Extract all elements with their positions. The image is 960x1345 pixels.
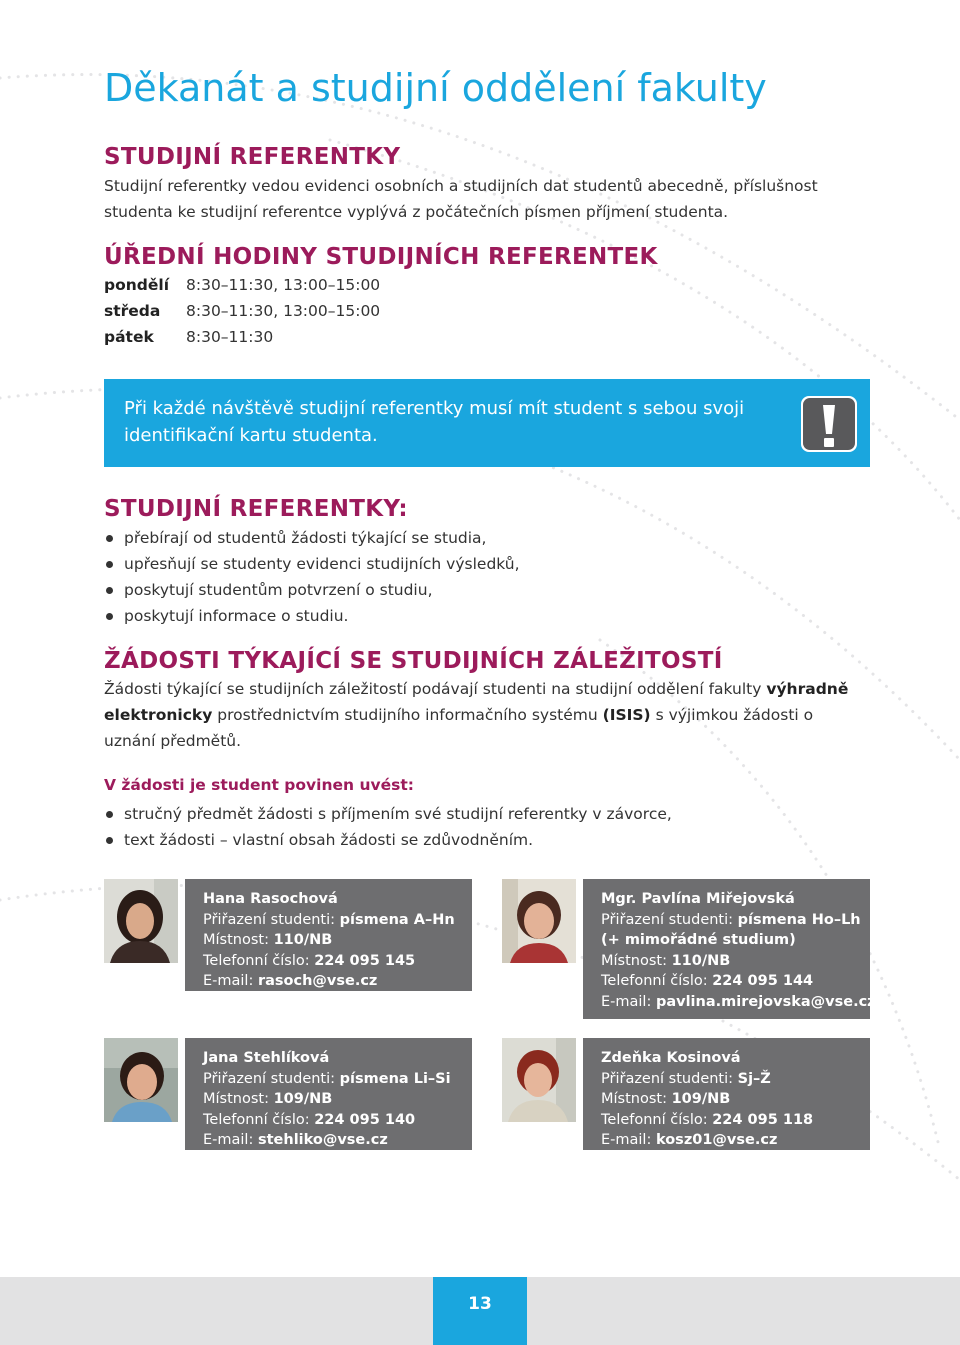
page-number: 13 — [433, 1277, 527, 1345]
section-heading-requests: ŽÁDOSTI TÝKAJÍCÍ SE STUDIJNÍCH ZÁLEŽITOSTÍ — [104, 648, 723, 674]
office-hours-row — [104, 298, 380, 324]
requests-subheading: V žádosti je student povinen uvést: — [104, 776, 414, 794]
office-hours-day: pondělí — [104, 276, 170, 294]
avatar-photo — [104, 879, 178, 963]
contact-name: Mgr. Pavlína Miřejovská — [601, 891, 795, 907]
section-heading-referentky: STUDIJNÍ REFERENTKY — [104, 144, 401, 170]
contact-phone: Telefonní číslo: 224 095 145 — [203, 952, 416, 969]
contact-room: Místnost: 109/NB — [601, 1091, 731, 1107]
contact-email[interactable]: E-mail: rasoch@vse.cz — [203, 973, 378, 989]
office-hours-day: pátek — [104, 328, 154, 346]
section-heading-duties: STUDIJNÍ REFERENTKY: — [104, 496, 408, 522]
office-hours-row — [104, 272, 380, 298]
bullet-icon — [106, 837, 113, 844]
contact-email[interactable]: E-mail: stehliko@vse.cz — [203, 1132, 388, 1148]
list-item: poskytují studentům potvrzení o studiu, — [104, 577, 520, 603]
exclamation-icon — [799, 394, 859, 454]
bullet-icon — [106, 535, 113, 542]
list-item: stručný předmět žádosti s příjmením své studijní referentky v závorce, — [104, 801, 672, 827]
list-item: text žádosti – vlastní obsah žádosti se zdůvodněním. — [104, 827, 672, 853]
office-hours-time: 8:30–11:30, 13:00–15:00 — [186, 276, 381, 294]
list-item: poskytují informace o studiu. — [104, 603, 520, 629]
duties-list — [104, 525, 520, 629]
contact-phone: Telefonní číslo: 224 095 140 — [203, 1111, 416, 1128]
contact-name: Jana Stehlíková — [203, 1050, 330, 1066]
contact-card — [583, 879, 876, 1019]
contact-assigned: Přiřazení studenti: písmena Li–Si — [203, 1070, 451, 1087]
bullet-icon — [106, 811, 113, 818]
contact-phone: Telefonní číslo: 224 095 144 — [601, 973, 814, 989]
avatar-photo — [104, 1038, 178, 1122]
contact-card — [583, 1038, 870, 1150]
contact-name: Zdeňka Kosinová — [601, 1050, 741, 1066]
contact-card — [185, 879, 472, 991]
list-item: přebírají od studentů žádosti týkající se studia, — [104, 525, 520, 551]
referentky-description: Studijní referentky vedou evidenci osobních a studijních dat studentů abecedně, příslušnost studenta ke studijní referentce vyplývá z počátečních písmen příjmení studenta. — [104, 177, 818, 221]
contact-assigned: Přiřazení studenti: písmena Ho–Lh — [601, 911, 861, 928]
contact-name: Hana Rasochová — [203, 891, 338, 907]
contact-phone: Telefonní číslo: 224 095 118 — [601, 1111, 814, 1128]
office-hours-time: 8:30–11:30, 13:00–15:00 — [186, 302, 381, 320]
requests-list — [104, 801, 672, 853]
list-item: upřesňují se studenty evidenci studijních výsledků, — [104, 551, 520, 577]
bullet-icon — [106, 587, 113, 594]
contact-assigned: Přiřazení studenti: písmena A–Hn — [203, 911, 455, 928]
notice-box — [104, 379, 870, 467]
page-title: Děkanát a studijní oddělení fakulty — [104, 66, 767, 110]
bullet-icon — [106, 613, 113, 620]
notice-text: Při každé návštěvě studijní referentky musí mít student s sebou svoji identifikační kartu studenta. — [124, 398, 745, 446]
office-hours-table — [104, 272, 380, 350]
page-footer — [0, 1277, 960, 1345]
office-hours-row — [104, 324, 380, 350]
avatar-photo — [502, 879, 576, 963]
contact-email[interactable]: E-mail: pavlina.mirejovska@vse.cz — [601, 993, 876, 1010]
office-hours-time: 8:30–11:30 — [186, 328, 274, 346]
contact-assigned: Přiřazení studenti: Sj–Ž — [601, 1070, 771, 1087]
section-heading-office-hours: ÚŘEDNÍ HODINY STUDIJNÍCH REFERENTEK — [104, 244, 658, 270]
contact-card — [185, 1038, 472, 1150]
office-hours-day: středa — [104, 302, 161, 320]
contact-email[interactable]: E-mail: kosz01@vse.cz — [601, 1132, 778, 1148]
avatar-photo — [502, 1038, 576, 1122]
contact-room: Místnost: 110/NB — [601, 952, 731, 969]
contact-assigned-extra: (+ mimořádné studium) — [601, 932, 796, 948]
contact-room: Místnost: 109/NB — [203, 1091, 333, 1107]
bullet-icon — [106, 561, 113, 568]
requests-description: Žádosti týkající se studijních záležitostí podávají studenti na studijní oddělení fakulty výhradně elektronicky prostřednictvím studijního informačního systému (ISIS) s výjimkou žádosti o uznání předmětů. — [104, 680, 849, 750]
contact-room: Místnost: 110/NB — [203, 932, 333, 948]
